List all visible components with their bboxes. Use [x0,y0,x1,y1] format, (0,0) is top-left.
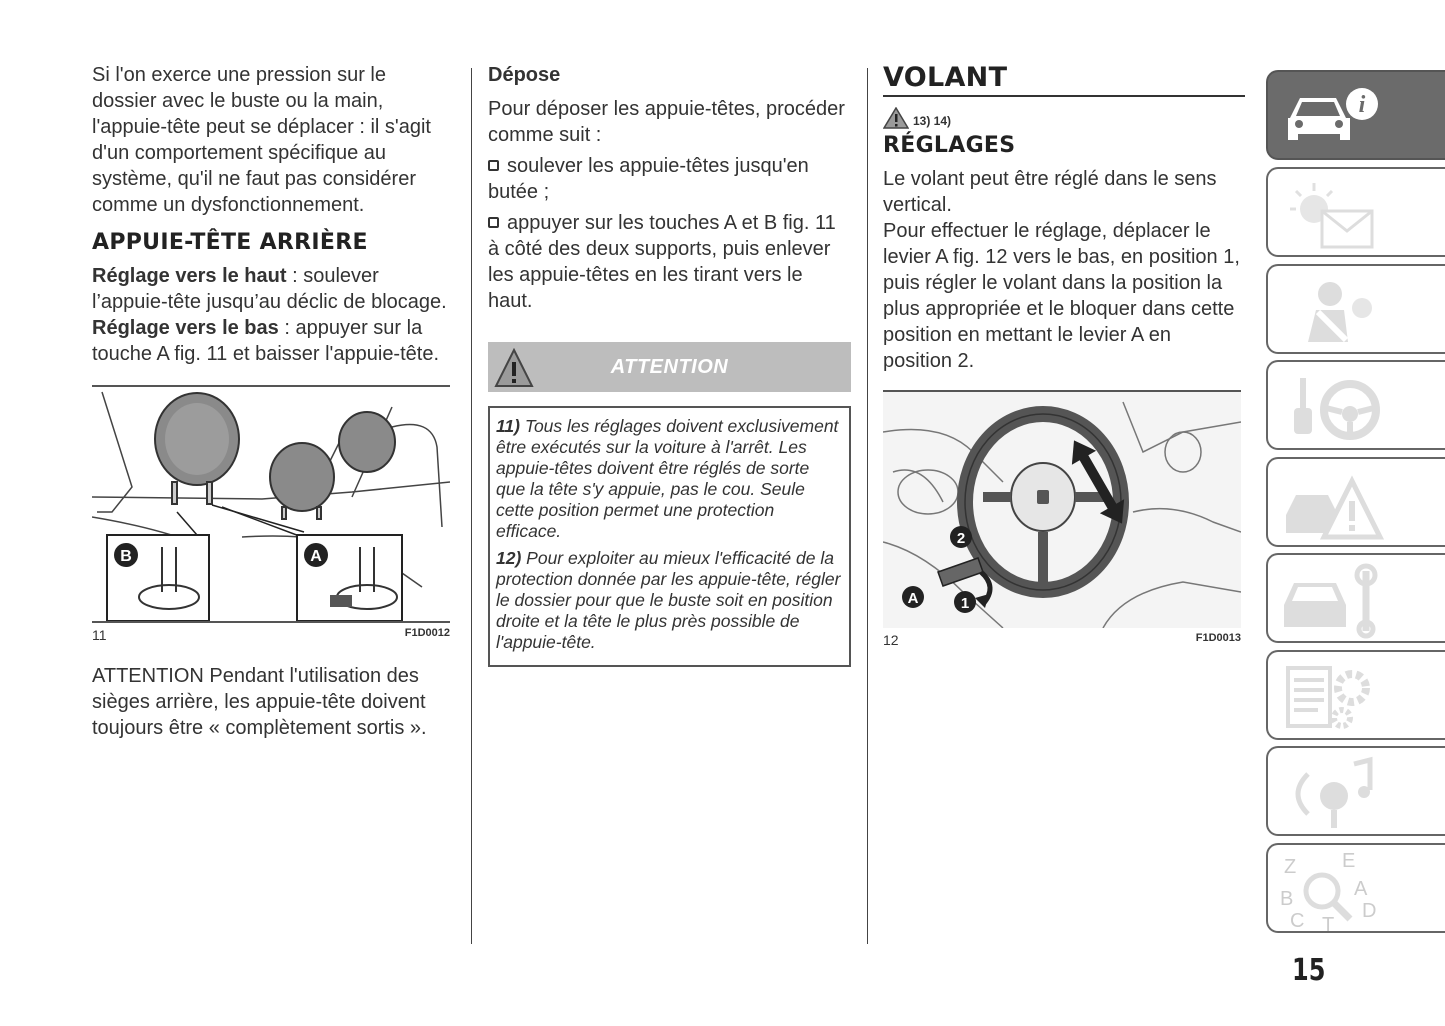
warning-light-message-icon [1278,175,1388,255]
paragraph: Le volant peut être réglé dans le sens vertical. [883,168,1217,216]
warning-text: Pour exploiter au mieux l'efficacité de la protection donnée par les appuie-tête, régler le dossier pour que le buste soit en position droite et la tête le plus près possible de l'appuie-tête. [496,548,841,652]
list-item [488,153,851,205]
figure-number: 11 [92,627,107,643]
callout-a: A [310,548,322,565]
warning-number: 11) [496,416,520,436]
adjust-down-label: Réglage vers le bas [92,317,279,339]
removal-intro: Pour déposer les appuie-têtes, procéder comme suit : [488,98,845,146]
page-number: 15 [1292,953,1326,988]
tab-multimedia[interactable] [1266,746,1445,836]
tab-dashboard-info[interactable] [1266,70,1445,160]
chapter-title: VOLANT [883,62,1245,97]
removal-heading: Dépose [488,64,561,86]
rear-headrest-illustration [92,387,450,621]
adjust-up-label: Réglage vers le haut [92,265,287,287]
adjust-up-text: : soulever l’appuie-tête jusqu’au déclic de blocage. [92,265,447,313]
index-letter: Z [1284,856,1297,878]
figure-code: F1D0013 [1195,632,1241,644]
svg-text:i: i [1358,92,1366,118]
index-letter: A [1354,878,1368,900]
index-letter: B [1280,888,1294,910]
warning-12 [496,548,843,653]
callout-1: 1 [960,595,970,612]
tab-starting-driving[interactable] [1266,360,1445,450]
callout-b: B [120,548,132,565]
column-middle [488,62,851,667]
warnings-box [488,406,851,667]
section-heading: RÉGLAGES [883,133,1016,158]
document-gear-icon [1278,658,1388,738]
column-divider [471,68,472,944]
adjust-down-paragraph [92,315,450,367]
alphabetical-index-icon [1278,851,1388,931]
index-letter: D [1362,900,1377,922]
warning-number: 12) [496,548,522,568]
intro-paragraph: Si l'on exerce une pression sur le dossier avec le buste ou la main, l'appuie-tête peut se déplacer : il s'agit d'un comportement spécifique au système, qu'il ne faut pas considérer comme un dysfonctionnement. [92,64,431,216]
figure-caption [92,627,450,643]
tab-warning-lights[interactable] [1266,167,1445,257]
multimedia-icon [1278,754,1388,834]
warning-refs [883,107,1245,129]
list-item [488,210,851,314]
index-letter: T [1322,914,1335,931]
section-heading: APPUIE-TÊTE ARRIÈRE [92,230,368,255]
key-steering-wheel-icon [1278,368,1388,448]
index-letter: C [1290,910,1305,931]
column-right [883,62,1245,648]
warning-text: Tous les réglages doivent exclusivement être exécutés sur la voiture à l'arrêt. Les appuie-têtes doivent être réglés de sorte que la tête s'y appuie, pas le cou. Seule cette position permet une protection efficace. [496,416,839,541]
car-wrench-icon [1278,561,1388,641]
callout-a: A [907,590,919,607]
tab-safety[interactable] [1266,264,1445,354]
figure-rear-headrests [92,385,450,623]
paragraph: Pour effectuer le réglage, déplacer le levier A fig. 12 vers le bas, en position 1, puis régler le volant dans la position la plus appropriée et le bloquer dans cette position en mettant le levier A en position 2. [883,220,1240,372]
warning-triangle-icon [494,348,534,388]
car-info-icon [1278,78,1388,158]
attention-banner [488,342,851,392]
tab-technical-data[interactable] [1266,650,1445,740]
warning-refs-text: 13) 14) [913,114,952,128]
column-left [92,62,450,741]
list-item-text: soulever les appuie-têtes jusqu'en butée ; [488,155,809,203]
figure-caption [883,632,1241,648]
figure-steering-wheel [883,390,1241,628]
checkbox-bullet-icon [488,160,499,171]
warning-triangle-icon [883,107,909,129]
figure-number: 12 [883,632,899,648]
column-divider [867,68,868,944]
checkbox-bullet-icon [488,217,499,228]
tab-maintenance[interactable] [1266,553,1445,643]
steering-wheel-illustration [883,392,1241,628]
seatbelt-airbag-icon [1278,272,1388,352]
index-letter: E [1342,851,1356,872]
adjust-down-text: : appuyer sur la touche A fig. 11 et baisser l'appuie-tête. [92,317,440,365]
figure-code: F1D0012 [404,627,450,639]
tab-index[interactable] [1266,843,1445,933]
adjust-up-paragraph [92,263,450,315]
tab-emergency[interactable] [1266,457,1445,547]
list-item-text: appuyer sur les touches A et B fig. 11 à côté des deux supports, puis enlever les appuie-têtes en les tirant vers le haut. [488,212,836,312]
warning-11 [496,416,843,542]
attention-note: ATTENTION Pendant l'utilisation des sièges arrière, les appuie-tête doivent toujours être « complètement sortis ». [92,665,427,739]
attention-title: ATTENTION [610,355,729,378]
callout-2: 2 [956,530,966,547]
car-accident-warning-icon [1278,465,1388,545]
